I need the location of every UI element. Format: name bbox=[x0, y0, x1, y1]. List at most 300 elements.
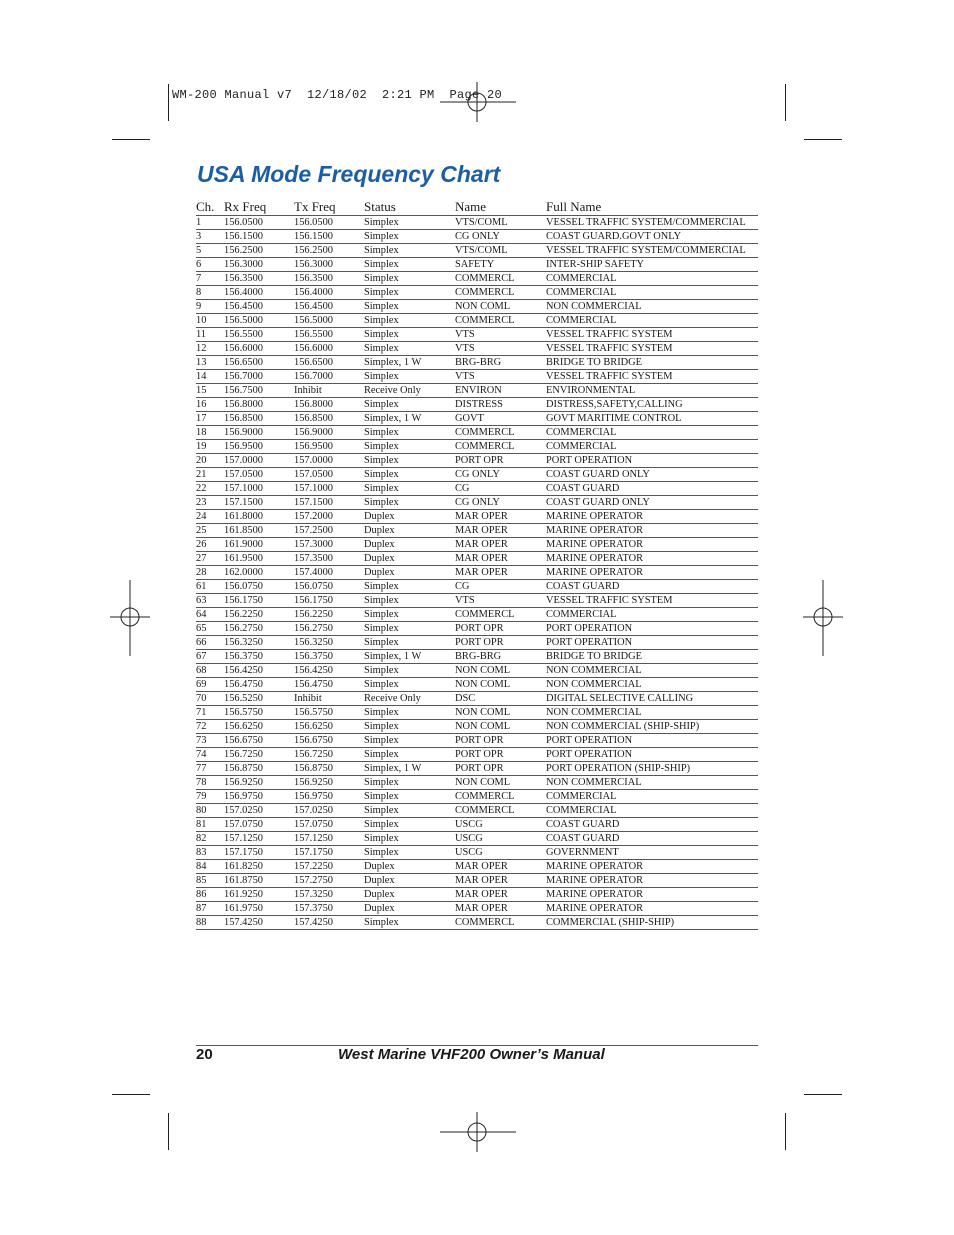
cell-name: NON COML bbox=[455, 707, 511, 718]
table-row bbox=[196, 832, 758, 846]
cell-status: Simplex bbox=[364, 427, 399, 438]
cell-tx-freq: 156.2500 bbox=[294, 245, 333, 256]
footer-manual-title: West Marine VHF200 Owner’s Manual bbox=[338, 1046, 605, 1063]
table-row bbox=[196, 650, 758, 664]
cell-tx-freq: 157.2250 bbox=[294, 861, 333, 872]
cell-tx-freq: 156.6250 bbox=[294, 721, 333, 732]
cell-full-name: COMMERCIAL bbox=[546, 315, 617, 326]
cell-name: COMMERCL bbox=[455, 441, 515, 452]
cell-tx-freq: 157.3500 bbox=[294, 553, 333, 564]
cell-rx-freq: 156.1500 bbox=[224, 231, 263, 242]
cell-rx-freq: 156.7000 bbox=[224, 371, 263, 382]
cell-rx-freq: 161.9750 bbox=[224, 903, 263, 914]
table-row bbox=[196, 496, 758, 510]
cell-status: Simplex bbox=[364, 665, 399, 676]
cell-status: Simplex bbox=[364, 749, 399, 760]
cell-status: Receive Only bbox=[364, 385, 421, 396]
cell-channel: 74 bbox=[196, 749, 207, 760]
table-row bbox=[196, 538, 758, 552]
cell-tx-freq: 156.0750 bbox=[294, 581, 333, 592]
cell-tx-freq: 156.5750 bbox=[294, 707, 333, 718]
cell-name: USCG bbox=[455, 833, 483, 844]
cell-channel: 80 bbox=[196, 805, 207, 816]
frequency-table bbox=[196, 195, 758, 930]
cell-name: NON COML bbox=[455, 721, 511, 732]
cell-tx-freq: 156.7000 bbox=[294, 371, 333, 382]
cell-name: USCG bbox=[455, 819, 483, 830]
cell-name: DSC bbox=[455, 693, 476, 704]
table-row bbox=[196, 664, 758, 678]
cell-channel: 14 bbox=[196, 371, 207, 382]
cell-full-name: COMMERCIAL (SHIP-SHIP) bbox=[546, 917, 675, 928]
cell-name: CG bbox=[455, 581, 470, 592]
cell-rx-freq: 156.3750 bbox=[224, 651, 263, 662]
cell-name: BRG-BRG bbox=[455, 357, 502, 368]
table-row bbox=[196, 790, 758, 804]
cell-name: COMMERCL bbox=[455, 917, 515, 928]
cell-channel: 77 bbox=[196, 763, 207, 774]
cell-status: Simplex bbox=[364, 819, 399, 830]
cell-full-name: COAST GUARD ONLY bbox=[546, 469, 650, 480]
cell-rx-freq: 156.4250 bbox=[224, 665, 263, 676]
cell-tx-freq: 156.2750 bbox=[294, 623, 333, 634]
table-row bbox=[196, 636, 758, 650]
cell-tx-freq: 156.8500 bbox=[294, 413, 333, 424]
cell-channel: 19 bbox=[196, 441, 207, 452]
cell-tx-freq: 157.2000 bbox=[294, 511, 333, 522]
cell-tx-freq: 156.9750 bbox=[294, 791, 333, 802]
cell-status: Simplex bbox=[364, 343, 399, 354]
cell-rx-freq: 156.3500 bbox=[224, 273, 263, 284]
table-row bbox=[196, 748, 758, 762]
cell-tx-freq: 157.4250 bbox=[294, 917, 333, 928]
cell-full-name: VESSEL TRAFFIC SYSTEM bbox=[546, 595, 673, 606]
cell-channel: 8 bbox=[196, 287, 202, 298]
cell-rx-freq: 156.8500 bbox=[224, 413, 263, 424]
cell-status: Duplex bbox=[364, 525, 395, 536]
cell-tx-freq: 157.4000 bbox=[294, 567, 333, 578]
cell-tx-freq: 156.6750 bbox=[294, 735, 333, 746]
table-row bbox=[196, 818, 758, 832]
cell-rx-freq: 157.0750 bbox=[224, 819, 263, 830]
cell-tx-freq: Inhibit bbox=[294, 385, 322, 396]
cell-tx-freq: 156.4000 bbox=[294, 287, 333, 298]
cell-full-name: COMMERCIAL bbox=[546, 427, 617, 438]
cell-rx-freq: 157.0500 bbox=[224, 469, 263, 480]
cell-full-name: BRIDGE TO BRIDGE bbox=[546, 651, 643, 662]
cell-full-name: MARINE OPERATOR bbox=[546, 903, 644, 914]
cell-channel: 86 bbox=[196, 889, 207, 900]
cell-full-name: PORT OPERATION (SHIP-SHIP) bbox=[546, 763, 691, 774]
cell-channel: 23 bbox=[196, 497, 207, 508]
cell-status: Duplex bbox=[364, 567, 395, 578]
table-row bbox=[196, 622, 758, 636]
cell-rx-freq: 157.1250 bbox=[224, 833, 263, 844]
cell-rx-freq: 156.4750 bbox=[224, 679, 263, 690]
cell-status: Simplex bbox=[364, 245, 399, 256]
cell-name: NON COML bbox=[455, 777, 511, 788]
cell-rx-freq: 161.8000 bbox=[224, 511, 263, 522]
cell-name: MAR OPER bbox=[455, 525, 508, 536]
cell-tx-freq: 156.1750 bbox=[294, 595, 333, 606]
cell-full-name: COMMERCIAL bbox=[546, 273, 617, 284]
cell-rx-freq: 157.0250 bbox=[224, 805, 263, 816]
table-row bbox=[196, 398, 758, 412]
cell-channel: 17 bbox=[196, 413, 207, 424]
cell-full-name: MARINE OPERATOR bbox=[546, 567, 644, 578]
cell-channel: 21 bbox=[196, 469, 207, 480]
cell-channel: 6 bbox=[196, 259, 202, 270]
cell-status: Simplex bbox=[364, 595, 399, 606]
table-row bbox=[196, 720, 758, 734]
cell-channel: 25 bbox=[196, 525, 207, 536]
table-row bbox=[196, 244, 758, 258]
cell-rx-freq: 156.6750 bbox=[224, 735, 263, 746]
cell-name: MAR OPER bbox=[455, 861, 508, 872]
header-tx-freq: Tx Freq bbox=[294, 199, 336, 214]
cell-rx-freq: 162.0000 bbox=[224, 567, 263, 578]
cell-status: Simplex bbox=[364, 217, 399, 228]
cell-full-name: PORT OPERATION bbox=[546, 749, 633, 760]
cell-status: Duplex bbox=[364, 511, 395, 522]
cell-status: Simplex bbox=[364, 259, 399, 270]
cell-name: CG ONLY bbox=[455, 231, 500, 242]
table-row bbox=[196, 328, 758, 342]
table-row bbox=[196, 874, 758, 888]
table-row bbox=[196, 916, 758, 930]
cell-channel: 73 bbox=[196, 735, 207, 746]
cell-rx-freq: 161.9000 bbox=[224, 539, 263, 550]
cell-tx-freq: 157.0250 bbox=[294, 805, 333, 816]
cell-status: Simplex bbox=[364, 679, 399, 690]
cell-rx-freq: 161.9250 bbox=[224, 889, 263, 900]
cell-name: COMMERCL bbox=[455, 791, 515, 802]
table-row bbox=[196, 384, 758, 398]
cell-tx-freq: 156.4250 bbox=[294, 665, 333, 676]
table-row bbox=[196, 440, 758, 454]
cell-name: COMMERCL bbox=[455, 805, 515, 816]
cell-full-name: NON COMMERCIAL bbox=[546, 777, 642, 788]
table-row bbox=[196, 370, 758, 384]
cell-channel: 13 bbox=[196, 357, 207, 368]
cell-status: Duplex bbox=[364, 553, 395, 564]
cell-rx-freq: 157.1750 bbox=[224, 847, 263, 858]
cell-status: Simplex bbox=[364, 469, 399, 480]
cell-tx-freq: 156.4500 bbox=[294, 301, 333, 312]
cell-channel: 9 bbox=[196, 301, 202, 312]
cell-status: Simplex bbox=[364, 301, 399, 312]
cell-full-name: VESSEL TRAFFIC SYSTEM bbox=[546, 371, 673, 382]
table-body bbox=[196, 216, 758, 930]
table-row bbox=[196, 552, 758, 566]
cell-rx-freq: 156.9250 bbox=[224, 777, 263, 788]
cell-channel: 20 bbox=[196, 455, 207, 466]
cell-tx-freq: Inhibit bbox=[294, 693, 322, 704]
table-header bbox=[196, 195, 758, 216]
table-row bbox=[196, 342, 758, 356]
table-row bbox=[196, 216, 758, 230]
table-row bbox=[196, 706, 758, 720]
cell-channel: 5 bbox=[196, 245, 202, 256]
cell-status: Simplex bbox=[364, 805, 399, 816]
cell-tx-freq: 157.0500 bbox=[294, 469, 333, 480]
table-row bbox=[196, 454, 758, 468]
cell-rx-freq: 157.1500 bbox=[224, 497, 263, 508]
cell-name: GOVT bbox=[455, 413, 484, 424]
crop-mark bbox=[785, 1113, 786, 1150]
header-channel: Ch. bbox=[196, 199, 215, 214]
header-name: Name bbox=[455, 199, 487, 214]
cell-name: COMMERCL bbox=[455, 315, 515, 326]
cell-tx-freq: 157.1250 bbox=[294, 833, 333, 844]
cell-tx-freq: 156.5000 bbox=[294, 315, 333, 326]
cell-channel: 88 bbox=[196, 917, 207, 928]
cell-channel: 78 bbox=[196, 777, 207, 788]
cell-status: Simplex, 1 W bbox=[364, 763, 422, 774]
cell-channel: 71 bbox=[196, 707, 207, 718]
cell-full-name: NON COMMERCIAL bbox=[546, 707, 642, 718]
cell-full-name: VESSEL TRAFFIC SYSTEM/COMMERCIAL bbox=[546, 217, 746, 228]
cell-status: Simplex bbox=[364, 637, 399, 648]
cell-full-name: MARINE OPERATOR bbox=[546, 539, 644, 550]
cell-channel: 82 bbox=[196, 833, 207, 844]
cell-channel: 3 bbox=[196, 231, 202, 242]
registration-mark-icon bbox=[803, 580, 843, 656]
table-row bbox=[196, 468, 758, 482]
cell-full-name: NON COMMERCIAL bbox=[546, 679, 642, 690]
cell-name: ENVIRON bbox=[455, 385, 502, 396]
cell-status: Simplex bbox=[364, 273, 399, 284]
cell-status: Simplex bbox=[364, 833, 399, 844]
cell-full-name: COAST GUARD bbox=[546, 833, 620, 844]
cell-rx-freq: 156.4500 bbox=[224, 301, 263, 312]
cell-rx-freq: 156.9500 bbox=[224, 441, 263, 452]
table-row bbox=[196, 314, 758, 328]
cell-name: SAFETY bbox=[455, 259, 495, 270]
registration-mark-icon bbox=[440, 1112, 516, 1152]
table-row bbox=[196, 608, 758, 622]
cell-name: NON COML bbox=[455, 301, 511, 312]
table-row bbox=[196, 594, 758, 608]
cell-name: BRG-BRG bbox=[455, 651, 502, 662]
cell-tx-freq: 157.1000 bbox=[294, 483, 333, 494]
cell-tx-freq: 156.5500 bbox=[294, 329, 333, 340]
cell-status: Simplex bbox=[364, 623, 399, 634]
table-row bbox=[196, 426, 758, 440]
cell-name: PORT OPR bbox=[455, 763, 504, 774]
table-row bbox=[196, 678, 758, 692]
cell-full-name: PORT OPERATION bbox=[546, 623, 633, 634]
cell-name: COMMERCL bbox=[455, 273, 515, 284]
cell-full-name: MARINE OPERATOR bbox=[546, 511, 644, 522]
cell-tx-freq: 157.1750 bbox=[294, 847, 333, 858]
cell-rx-freq: 161.8250 bbox=[224, 861, 263, 872]
cell-tx-freq: 156.3000 bbox=[294, 259, 333, 270]
cell-full-name: COMMERCIAL bbox=[546, 805, 617, 816]
cell-full-name: INTER-SHIP SAFETY bbox=[546, 259, 645, 270]
cell-status: Simplex bbox=[364, 735, 399, 746]
cell-rx-freq: 156.2500 bbox=[224, 245, 263, 256]
cell-channel: 68 bbox=[196, 665, 207, 676]
cell-channel: 7 bbox=[196, 273, 202, 284]
cell-full-name: COAST GUARD ONLY bbox=[546, 497, 650, 508]
cell-channel: 63 bbox=[196, 595, 207, 606]
cell-rx-freq: 156.0500 bbox=[224, 217, 263, 228]
cell-rx-freq: 156.3000 bbox=[224, 259, 263, 270]
cell-rx-freq: 156.2750 bbox=[224, 623, 263, 634]
cell-channel: 22 bbox=[196, 483, 207, 494]
cell-tx-freq: 156.4750 bbox=[294, 679, 333, 690]
cell-channel: 10 bbox=[196, 315, 207, 326]
cell-status: Simplex bbox=[364, 777, 399, 788]
cell-full-name: GOVT MARITIME CONTROL bbox=[546, 413, 682, 424]
cell-full-name: DIGITAL SELECTIVE CALLING bbox=[546, 693, 694, 704]
cell-name: VTS bbox=[455, 343, 475, 354]
cell-rx-freq: 156.5250 bbox=[224, 693, 263, 704]
cell-rx-freq: 157.4250 bbox=[224, 917, 263, 928]
table-row bbox=[196, 804, 758, 818]
cell-full-name: COMMERCIAL bbox=[546, 287, 617, 298]
table-row bbox=[196, 902, 758, 916]
cell-status: Duplex bbox=[364, 539, 395, 550]
cell-full-name: PORT OPERATION bbox=[546, 455, 633, 466]
cell-channel: 87 bbox=[196, 903, 207, 914]
header-status: Status bbox=[364, 199, 396, 214]
cell-name: USCG bbox=[455, 847, 483, 858]
cell-rx-freq: 156.7500 bbox=[224, 385, 263, 396]
table-row bbox=[196, 286, 758, 300]
print-slug: WM-200 Manual v7 12/18/02 2:21 PM Page 20 bbox=[172, 88, 503, 102]
table-row bbox=[196, 258, 758, 272]
cell-rx-freq: 156.6500 bbox=[224, 357, 263, 368]
cell-name: NON COML bbox=[455, 665, 511, 676]
cell-full-name: NON COMMERCIAL bbox=[546, 301, 642, 312]
header-rx-freq: Rx Freq bbox=[224, 199, 267, 214]
cell-rx-freq: 156.9000 bbox=[224, 427, 263, 438]
cell-full-name: NON COMMERCIAL bbox=[546, 665, 642, 676]
registration-mark-icon bbox=[110, 580, 150, 656]
cell-name: CG ONLY bbox=[455, 469, 500, 480]
cell-tx-freq: 156.9500 bbox=[294, 441, 333, 452]
crop-mark bbox=[112, 139, 150, 140]
cell-channel: 12 bbox=[196, 343, 207, 354]
table-row bbox=[196, 692, 758, 706]
cell-status: Simplex bbox=[364, 791, 399, 802]
cell-tx-freq: 156.6000 bbox=[294, 343, 333, 354]
cell-name: MAR OPER bbox=[455, 567, 508, 578]
cell-status: Duplex bbox=[364, 875, 395, 886]
cell-name: PORT OPR bbox=[455, 637, 504, 648]
cell-tx-freq: 156.9000 bbox=[294, 427, 333, 438]
cell-tx-freq: 156.3250 bbox=[294, 637, 333, 648]
cell-channel: 69 bbox=[196, 679, 207, 690]
table-row bbox=[196, 356, 758, 370]
cell-status: Simplex bbox=[364, 329, 399, 340]
cell-rx-freq: 156.7250 bbox=[224, 749, 263, 760]
cell-channel: 66 bbox=[196, 637, 207, 648]
cell-status: Simplex bbox=[364, 497, 399, 508]
cell-tx-freq: 156.3500 bbox=[294, 273, 333, 284]
cell-tx-freq: 156.2250 bbox=[294, 609, 333, 620]
cell-name: MAR OPER bbox=[455, 903, 508, 914]
cell-status: Duplex bbox=[364, 889, 395, 900]
cell-full-name: DISTRESS,SAFETY,CALLING bbox=[546, 399, 683, 410]
cell-name: VTS/COML bbox=[455, 245, 508, 256]
table-row bbox=[196, 510, 758, 524]
cell-name: CG bbox=[455, 483, 470, 494]
cell-full-name: COAST GUARD bbox=[546, 819, 620, 830]
table-row bbox=[196, 230, 758, 244]
cell-channel: 26 bbox=[196, 539, 207, 550]
cell-tx-freq: 156.8000 bbox=[294, 399, 333, 410]
cell-tx-freq: 157.3000 bbox=[294, 539, 333, 550]
table-row bbox=[196, 762, 758, 776]
cell-channel: 65 bbox=[196, 623, 207, 634]
table-row bbox=[196, 776, 758, 790]
cell-name: PORT OPR bbox=[455, 735, 504, 746]
cell-status: Simplex, 1 W bbox=[364, 357, 422, 368]
cell-name: MAR OPER bbox=[455, 875, 508, 886]
cell-full-name: VESSEL TRAFFIC SYSTEM bbox=[546, 329, 673, 340]
cell-name: COMMERCL bbox=[455, 287, 515, 298]
cell-status: Simplex bbox=[364, 371, 399, 382]
cell-rx-freq: 156.6250 bbox=[224, 721, 263, 732]
cell-full-name: COMMERCIAL bbox=[546, 609, 617, 620]
table-row bbox=[196, 412, 758, 426]
cell-status: Simplex bbox=[364, 483, 399, 494]
cell-status: Duplex bbox=[364, 903, 395, 914]
cell-rx-freq: 157.1000 bbox=[224, 483, 263, 494]
cell-tx-freq: 156.7250 bbox=[294, 749, 333, 760]
cell-status: Simplex bbox=[364, 441, 399, 452]
cell-rx-freq: 156.6000 bbox=[224, 343, 263, 354]
cell-full-name: ENVIRONMENTAL bbox=[546, 385, 636, 396]
cell-rx-freq: 156.5750 bbox=[224, 707, 263, 718]
cell-status: Simplex bbox=[364, 707, 399, 718]
cell-channel: 11 bbox=[196, 329, 207, 340]
table-row bbox=[196, 580, 758, 594]
cell-tx-freq: 157.2750 bbox=[294, 875, 333, 886]
crop-mark bbox=[785, 84, 786, 121]
cell-tx-freq: 157.3250 bbox=[294, 889, 333, 900]
cell-status: Simplex bbox=[364, 847, 399, 858]
cell-tx-freq: 157.0000 bbox=[294, 455, 333, 466]
cell-channel: 61 bbox=[196, 581, 207, 592]
cell-channel: 67 bbox=[196, 651, 207, 662]
cell-channel: 85 bbox=[196, 875, 207, 886]
cell-status: Simplex bbox=[364, 721, 399, 732]
table-row bbox=[196, 888, 758, 902]
cell-channel: 24 bbox=[196, 511, 207, 522]
cell-channel: 15 bbox=[196, 385, 207, 396]
cell-channel: 81 bbox=[196, 819, 207, 830]
cell-status: Simplex bbox=[364, 231, 399, 242]
cell-name: PORT OPR bbox=[455, 749, 504, 760]
cell-full-name: NON COMMERCIAL (SHIP-SHIP) bbox=[546, 721, 700, 732]
cell-name: VTS bbox=[455, 329, 475, 340]
table-row bbox=[196, 734, 758, 748]
cell-status: Simplex bbox=[364, 287, 399, 298]
cell-tx-freq: 157.0750 bbox=[294, 819, 333, 830]
cell-full-name: GOVERNMENT bbox=[546, 847, 619, 858]
cell-tx-freq: 156.1500 bbox=[294, 231, 333, 242]
cell-status: Simplex, 1 W bbox=[364, 413, 422, 424]
cell-name: VTS bbox=[455, 371, 475, 382]
cell-full-name: MARINE OPERATOR bbox=[546, 861, 644, 872]
cell-full-name: COAST GUARD.GOVT ONLY bbox=[546, 231, 682, 242]
cell-tx-freq: 156.8750 bbox=[294, 763, 333, 774]
cell-rx-freq: 161.8500 bbox=[224, 525, 263, 536]
